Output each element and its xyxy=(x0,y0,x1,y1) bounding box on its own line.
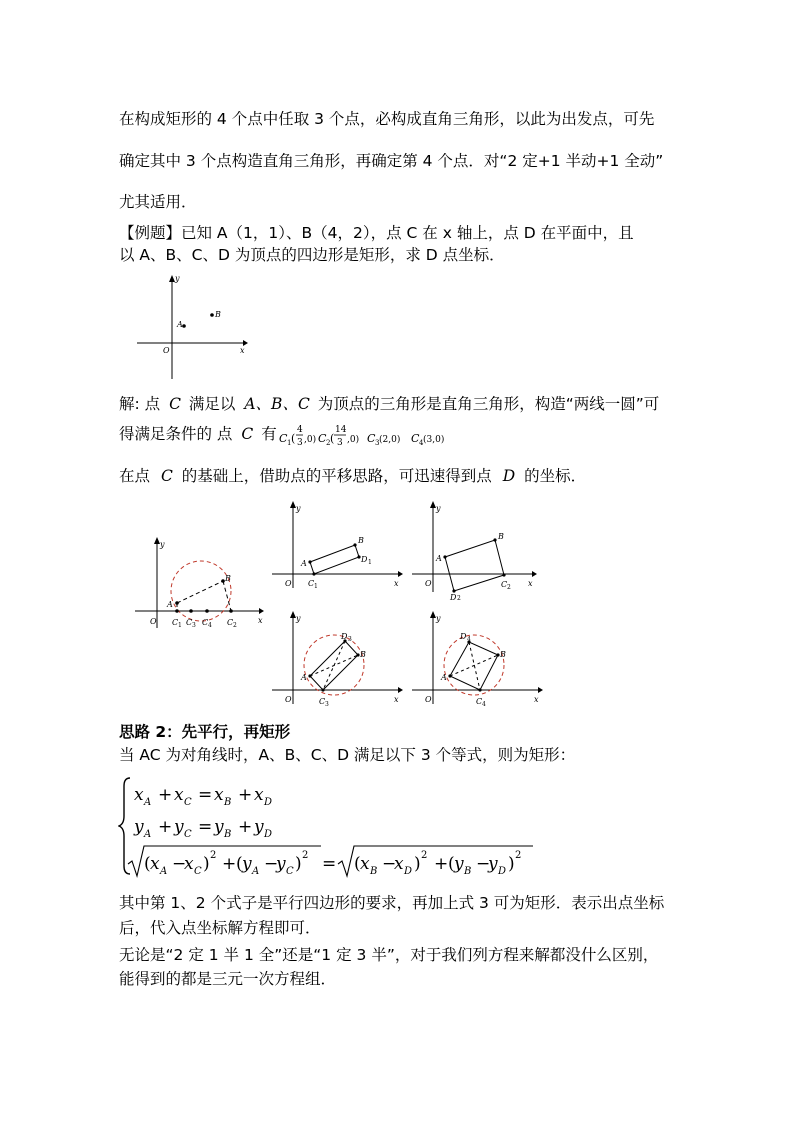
svg-text:C: C xyxy=(202,618,209,627)
svg-text:(: ( xyxy=(330,432,335,445)
svg-text:y: y xyxy=(488,854,498,874)
paragraph-line: 无论是“2 定 1 半 1 全”还是“1 定 3 半”，对于我们列方程来解都没什么区别， xyxy=(119,946,659,964)
svg-text:2: 2 xyxy=(507,584,511,591)
svg-text:D: D xyxy=(460,632,467,641)
svg-text:x: x xyxy=(394,854,404,874)
svg-text:x: x xyxy=(394,579,399,588)
svg-text:2: 2 xyxy=(326,439,331,447)
svg-text:−: − xyxy=(172,854,187,874)
svg-text:2: 2 xyxy=(457,595,461,600)
paragraph-line: 后，代入点坐标解方程即可． xyxy=(119,919,321,937)
svg-text:A: A xyxy=(252,866,260,877)
svg-text:4: 4 xyxy=(467,636,471,643)
svg-text:C: C xyxy=(194,866,202,877)
svg-text:B: B xyxy=(498,532,504,541)
svg-text:,0): ,0) xyxy=(347,435,360,445)
paragraph-line: 在构成矩形的 4 个点中任取 3 个点，必构成直角三角形，以此为出发点，可先 xyxy=(119,110,655,128)
solution-var: C xyxy=(169,395,181,413)
svg-text:4: 4 xyxy=(297,425,303,435)
solution-var: C xyxy=(241,425,254,443)
svg-text:B: B xyxy=(358,536,364,545)
solution-text: 为顶点的三角形是直角三角形，构造“两线一圆”可 xyxy=(317,395,660,413)
section-heading: 思路 2：先平行，再矩形 xyxy=(119,723,291,741)
svg-text:x: x xyxy=(214,785,224,805)
svg-text:D: D xyxy=(404,866,413,877)
svg-text:x: x xyxy=(254,785,264,805)
svg-text:3: 3 xyxy=(337,438,343,448)
svg-text:A: A xyxy=(436,554,442,563)
svg-text:(: ( xyxy=(354,854,361,874)
solution-text: 在点 xyxy=(119,467,151,485)
svg-text:C: C xyxy=(319,697,326,706)
construction-circle xyxy=(171,561,231,621)
svg-text:(: ( xyxy=(236,854,243,874)
svg-text:x: x xyxy=(184,854,194,874)
svg-text:+: + xyxy=(434,854,449,874)
svg-text:y: y xyxy=(254,817,264,837)
point-a-label: A xyxy=(177,320,183,329)
svg-text:+: + xyxy=(158,785,173,805)
svg-text:x: x xyxy=(174,785,184,805)
svg-text:4: 4 xyxy=(482,701,486,708)
svg-text:2: 2 xyxy=(302,850,309,861)
circle-figure xyxy=(133,533,265,629)
svg-text:C: C xyxy=(308,579,315,588)
svg-text:(: ( xyxy=(144,854,151,874)
svg-text:O: O xyxy=(285,579,292,588)
solution-var: C xyxy=(160,467,173,485)
c-points-formula xyxy=(279,420,504,454)
svg-text:3: 3 xyxy=(297,438,303,448)
svg-text:C: C xyxy=(286,866,294,877)
rectangle xyxy=(310,545,359,574)
example-line: 【例题】已知 A（1，1）、B（4，2），点 C 在 x 轴上，点 D 在平面中，且 xyxy=(119,224,634,242)
svg-text:D: D xyxy=(450,593,457,600)
svg-text:4: 4 xyxy=(419,439,424,447)
solution-var: A、B、C xyxy=(244,395,310,413)
svg-text:+: + xyxy=(238,817,253,837)
svg-text:B: B xyxy=(360,650,366,659)
solution-var: D xyxy=(502,467,516,485)
point-b xyxy=(210,313,214,317)
svg-text:y: y xyxy=(276,854,286,874)
svg-text:A: A xyxy=(301,559,307,568)
svg-text:y: y xyxy=(296,614,301,623)
svg-text:=: = xyxy=(198,785,213,805)
svg-text:+: + xyxy=(158,817,173,837)
svg-text:B: B xyxy=(225,574,231,583)
svg-text:2: 2 xyxy=(421,850,428,861)
svg-text:C: C xyxy=(476,697,483,706)
svg-text:(: ( xyxy=(291,432,296,445)
point-b-label: B xyxy=(215,310,221,319)
svg-text:(3,0): (3,0) xyxy=(423,435,445,445)
svg-text:x: x xyxy=(528,579,533,588)
rectangle-d3-figure xyxy=(270,610,405,708)
svg-text:y: y xyxy=(436,614,441,623)
solution-text: 解: 点 xyxy=(119,395,161,413)
svg-text:D: D xyxy=(264,829,273,840)
svg-text:B: B xyxy=(224,797,232,808)
y-label: y xyxy=(175,274,180,283)
paragraph-line: 尤其适用． xyxy=(119,193,197,211)
svg-text:=: = xyxy=(322,854,337,874)
svg-text:2: 2 xyxy=(233,622,237,629)
svg-text:−: − xyxy=(382,854,397,874)
svg-text:1: 1 xyxy=(368,559,372,566)
svg-text:A: A xyxy=(144,797,152,808)
svg-text:3: 3 xyxy=(192,622,196,629)
svg-text:C: C xyxy=(501,580,508,589)
svg-text:C: C xyxy=(227,618,234,627)
svg-text:A: A xyxy=(144,829,152,840)
svg-text:x: x xyxy=(394,695,399,704)
rectangle-d2-figure xyxy=(410,500,538,600)
solution-text: 满足以 xyxy=(188,395,236,413)
example-figure xyxy=(133,273,248,381)
svg-text:B: B xyxy=(500,650,506,659)
svg-text:(2,0): (2,0) xyxy=(379,435,401,445)
solution-text: 得满足条件的 点 xyxy=(119,425,233,443)
svg-text:D: D xyxy=(341,632,348,641)
svg-text:2: 2 xyxy=(515,850,522,861)
svg-text:D: D xyxy=(264,797,273,808)
rectangle-d4-figure xyxy=(410,610,545,708)
svg-text:1: 1 xyxy=(314,583,318,590)
solution-line xyxy=(119,424,277,444)
svg-text:x: x xyxy=(360,854,370,874)
paragraph-line: 确定其中 3 个点构造直角三角形，再确定第 4 个点．对“2 定+1 半动+1 全动” xyxy=(119,152,664,170)
svg-text:y: y xyxy=(174,817,184,837)
svg-text:C: C xyxy=(318,432,327,445)
svg-text:A: A xyxy=(160,866,168,877)
svg-text:C: C xyxy=(184,829,192,840)
svg-text:2: 2 xyxy=(210,850,217,861)
svg-text:A: A xyxy=(301,673,307,682)
svg-text:A: A xyxy=(441,673,447,682)
svg-text:D: D xyxy=(361,555,368,564)
svg-text:+: + xyxy=(222,854,237,874)
svg-text:O: O xyxy=(285,695,292,704)
svg-text:x: x xyxy=(258,616,263,625)
svg-text:O: O xyxy=(150,617,157,626)
svg-text:O: O xyxy=(425,695,432,704)
svg-text:C: C xyxy=(279,432,288,445)
svg-text:1: 1 xyxy=(178,622,182,629)
svg-text:−: − xyxy=(476,854,491,874)
svg-text:4: 4 xyxy=(208,622,212,629)
svg-text:): ) xyxy=(295,854,302,874)
svg-text:−: − xyxy=(264,854,279,874)
svg-text:1: 1 xyxy=(287,439,292,447)
svg-text:A: A xyxy=(167,600,173,609)
svg-text:x: x xyxy=(150,854,160,874)
rectangle-d1-figure xyxy=(270,500,405,590)
svg-text:): ) xyxy=(203,854,210,874)
solution-text: 有 xyxy=(261,425,277,443)
solution-line xyxy=(119,394,659,414)
svg-text:(: ( xyxy=(448,854,455,874)
origin-label: O xyxy=(163,346,170,355)
svg-text:=: = xyxy=(198,817,213,837)
svg-text:y: y xyxy=(242,854,252,874)
svg-text:C: C xyxy=(367,432,376,445)
x-label: x xyxy=(240,346,245,355)
svg-text:C: C xyxy=(184,797,192,808)
svg-text:O: O xyxy=(425,579,432,588)
example-line: 以 A、B、C、D 为顶点的四边形是矩形，求 D 点坐标． xyxy=(119,246,505,264)
solution-line xyxy=(119,466,586,486)
svg-text:14: 14 xyxy=(335,425,347,435)
svg-text:3: 3 xyxy=(348,636,352,643)
svg-text:3: 3 xyxy=(325,701,329,708)
svg-text:y: y xyxy=(436,504,441,513)
svg-text:B: B xyxy=(224,829,232,840)
paragraph-line: 其中第 1、2 个式子是平行四边形的要求，再加上式 3 可为矩形．表示出点坐标 xyxy=(119,894,665,912)
equation-system xyxy=(118,772,548,882)
left-brace xyxy=(119,778,130,874)
svg-text:): ) xyxy=(414,854,421,874)
svg-text:,0): ,0) xyxy=(304,435,317,445)
svg-text:C: C xyxy=(411,432,420,445)
svg-text:x: x xyxy=(534,695,539,704)
svg-text:y: y xyxy=(214,817,224,837)
solution-text: 的基础上，借助点的平移思路，可迅速得到点 xyxy=(181,467,492,485)
svg-text:x: x xyxy=(134,785,144,805)
svg-text:3: 3 xyxy=(375,439,380,447)
svg-text:): ) xyxy=(508,854,515,874)
solution-text: 的坐标． xyxy=(524,467,587,485)
paragraph-line: 当 AC 为对角线时，A、B、C、D 满足以下 3 个等式，则为矩形： xyxy=(119,746,576,764)
svg-text:+: + xyxy=(238,785,253,805)
rectangle xyxy=(445,540,504,591)
svg-text:y: y xyxy=(296,504,301,513)
svg-text:y: y xyxy=(160,540,165,549)
svg-text:B: B xyxy=(370,866,378,877)
svg-text:y: y xyxy=(454,854,464,874)
svg-text:C: C xyxy=(186,618,193,627)
paragraph-line: 能得到的都是三元一次方程组． xyxy=(119,970,337,988)
svg-text:y: y xyxy=(134,817,144,837)
svg-text:C: C xyxy=(172,618,179,627)
svg-text:B: B xyxy=(464,866,472,877)
svg-text:D: D xyxy=(498,866,507,877)
